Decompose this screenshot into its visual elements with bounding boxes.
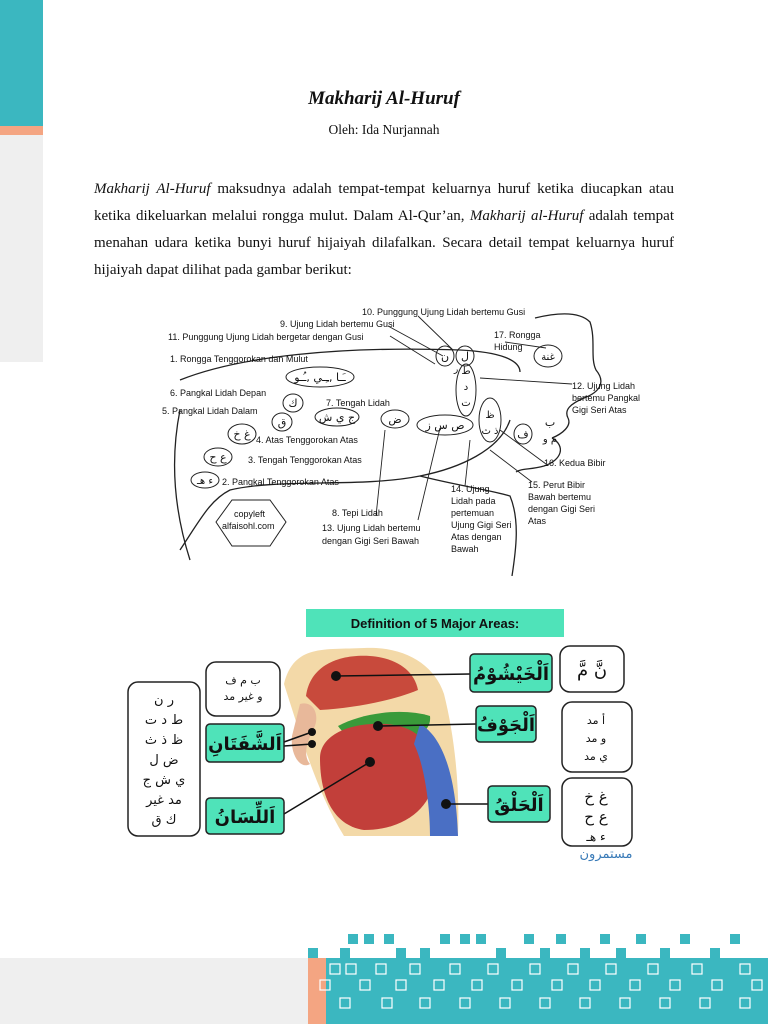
label-13a: 13. Ujung Lidah bertemu <box>322 523 421 533</box>
label-6: 6. Pangkal Lidah Depan <box>170 388 267 398</box>
page-title: Makharij Al-Huruf <box>308 88 460 109</box>
para-text-1: maksudnya adalah tempat-tempat keluarnya huruf ketika diucapkan atau ketika dikeluarkan melalui rongga mulut. Dalam Al-Qur’an, <box>94 181 674 224</box>
arabic-jim-ya-syin: ج ي ش <box>318 411 356 424</box>
label-1: 1. Rongga Tenggorokan dan Mulut <box>170 354 308 364</box>
label-15c: dengan Gigi Seri <box>528 504 596 514</box>
label-14a: 14. Ujung <box>451 484 490 494</box>
label-4: 4. Atas Tenggorokan Atas <box>256 435 358 445</box>
jauf-letters-2: و مد <box>585 732 607 745</box>
five-major-areas-figure <box>124 604 646 864</box>
label-8: 8. Tepi Lidah <box>332 508 383 518</box>
label-15d: Atas <box>528 516 547 526</box>
lisan-label: اَللِّسَانُ <box>214 807 276 828</box>
term-makharij: Makharij Al-Huruf <box>94 181 211 197</box>
arabic-mad-letters: ـَـا ,ـِـي ,ـُـو <box>294 371 346 384</box>
label-2: 2. Pangkal Tenggorokan Atas <box>222 477 339 487</box>
arabic-lam: ل <box>461 350 469 363</box>
label-14b: Lidah pada <box>451 496 496 506</box>
jauf-letters-1: أ مد <box>586 714 606 727</box>
label-12b: bertemu Pangkal <box>572 393 641 403</box>
arabic-dzal-tsa: ذ ث <box>481 426 499 437</box>
label-9: 9. Ujung Lidah bertemu Gusi <box>280 319 395 329</box>
lisan-letters-4: ض ل <box>149 753 179 768</box>
arabic-tha: ط <box>461 366 471 377</box>
arabic-ta: ت <box>461 398 471 409</box>
syafatan-letters-1: ب م ف <box>225 674 261 687</box>
lisan-letters-5: ي ش ج <box>142 773 186 788</box>
halq-letters-3: ء هـ <box>586 830 606 844</box>
halq-letters-2: ع ح <box>584 808 608 826</box>
arabic-hamzah-ha: ء هـ <box>196 476 214 487</box>
arabic-qaf: ق <box>277 416 287 429</box>
label-7: 7. Tengah Lidah <box>326 398 390 408</box>
areas-header: Definition of 5 Major Areas: <box>350 616 520 631</box>
lisan-letters-1: ر ن <box>154 693 174 708</box>
label-15b: Bawah bertemu <box>528 492 592 502</box>
label-17a: 17. Rongga <box>494 330 541 340</box>
lisan-letters-3: ظ ذ ث <box>144 733 184 748</box>
author-line: Oleh: Ida Nurjannah <box>328 122 440 137</box>
label-3: 3. Tengah Tenggorokan Atas <box>248 455 362 465</box>
arabic-nun: ن <box>440 350 450 363</box>
halq-label: اَلْحَلْقُ <box>494 795 544 816</box>
arabic-kaf: ك <box>288 397 298 410</box>
copyleft-label: copyleft <box>234 509 266 519</box>
label-5: 5. Pangkal Lidah Dalam <box>162 406 258 416</box>
syafatan-label: اَلشَّفَتَانِ <box>208 734 282 755</box>
label-12c: Gigi Seri Atas <box>572 405 627 415</box>
arabic-ghunnah: غنة <box>541 352 555 363</box>
label-14c: pertemuan <box>451 508 495 518</box>
label-13b: dengan Gigi Seri Bawah <box>322 536 420 546</box>
arabic-ain-haa: ع ح <box>209 451 227 464</box>
label-15a: 15. Perut Bibir <box>528 480 586 490</box>
label-11: 11. Punggung Ujung Lidah bergetar dengan Gusi <box>168 332 364 342</box>
label-14e: Atas dengan <box>451 532 502 542</box>
arabic-dal: د <box>463 382 469 393</box>
khaisyum-letters: نَّ مَّ <box>576 660 608 681</box>
pixel-pattern-decoration <box>300 920 768 1024</box>
arabic-ba: ب <box>544 416 556 429</box>
arabic-fa: ف <box>517 428 529 441</box>
footer-watermark: مستمرون <box>579 847 633 862</box>
makharij-diagram <box>160 300 680 576</box>
diagram-arabic-letters <box>196 350 557 487</box>
arabic-ra: ر <box>453 365 459 375</box>
label-17b: Hidung <box>494 342 523 352</box>
arabic-zha: ظ <box>485 410 495 421</box>
arabic-dhad: ض <box>388 413 402 426</box>
jauf-label: اَلْجَوْفُ <box>476 715 536 736</box>
halq-letters-1: غ خ <box>584 788 608 806</box>
label-16: 16. Kedua Bibir <box>544 458 606 468</box>
arabic-mim-wau: م و <box>542 434 558 445</box>
label-14f: Bawah <box>451 544 479 554</box>
label-10: 10. Punggung Ujung Lidah bertemu Gusi <box>362 307 526 317</box>
label-14d: Ujung Gigi Seri <box>451 520 512 530</box>
lisan-letters-2: ط د ت <box>144 713 184 728</box>
para-text-2: adalah tempat menahan udara ketika bunyi huruf hijaiyah dilafalkan. Secara detail tempat keluarnya huruf hijaiyah dapat dilihat pada gambar berikut: <box>94 208 674 278</box>
lisan-letters-6: مد غير <box>146 793 182 808</box>
arabic-ghain-kha: غ خ <box>233 428 251 441</box>
term-makharij-2: Makharij al-Huruf <box>469 208 584 224</box>
intro-paragraph <box>94 176 674 284</box>
copyleft-site: alfaisohl.com <box>222 521 275 531</box>
lisan-letters-7: ك ق <box>151 813 177 828</box>
arabic-shad-sin-zai: ص س ز <box>425 419 465 432</box>
jauf-letters-3: ي مد <box>584 750 608 763</box>
syafatan-letters-2: و غير مد <box>223 690 263 703</box>
label-12a: 12. Ujung Lidah <box>572 381 636 391</box>
khaisyum-label: اَلْخَيْشُوْمُ <box>472 664 550 685</box>
